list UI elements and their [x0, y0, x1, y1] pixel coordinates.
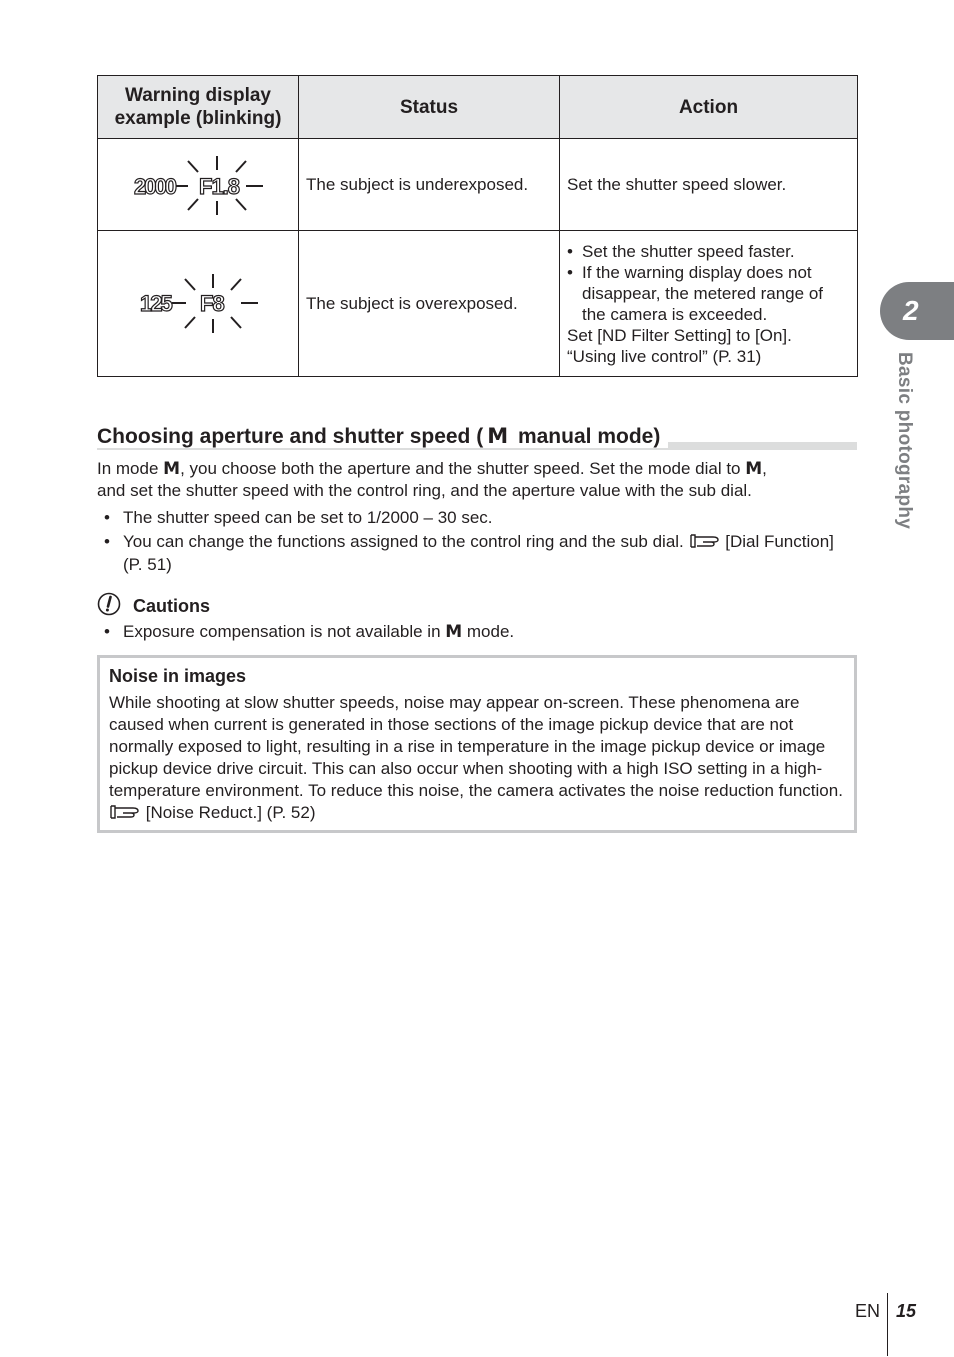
- warning-display-cell: [98, 231, 299, 377]
- table-row: [98, 139, 858, 231]
- action-continuation: Set [ND Filter Setting] to [On].: [567, 325, 792, 345]
- header-status: Status: [299, 76, 560, 139]
- reference-hand-icon: [109, 803, 141, 820]
- status-cell: The subject is overexposed.: [299, 231, 560, 377]
- cautions-list: [97, 620, 837, 645]
- action-list: [567, 241, 850, 325]
- manual-mode-icon: M: [445, 622, 463, 642]
- footer-language: EN: [855, 1301, 881, 1321]
- warning-display-graphic-underexposed: [98, 139, 298, 225]
- chapter-number: 2: [903, 295, 919, 326]
- reference-hand-icon: [689, 532, 721, 549]
- header-warning-display: Warning display example (blinking): [98, 76, 299, 139]
- warning-display-graphic-overexposed: [98, 231, 298, 371]
- status-cell: The subject is underexposed.: [299, 139, 560, 231]
- action-cell: Set the shutter speed slower.: [560, 139, 858, 231]
- aperture-readout: F1.8: [199, 174, 240, 199]
- caution-icon: [97, 592, 121, 616]
- list-item: • Set the shutter speed faster.: [567, 241, 850, 262]
- action-cell: [560, 231, 858, 377]
- noise-box-title: Noise in images: [109, 666, 247, 686]
- section-heading: Choosing aperture and shutter speed ( M manual mode): [97, 423, 857, 450]
- footer-divider: [887, 1293, 888, 1356]
- list-item: • The shutter speed can be set to 1/2000 – 30 sec.: [97, 506, 837, 529]
- noise-box-body: While shooting at slow shutter speeds, noise may appear on-screen. These phenomena are caused when current is generated in those sections of the image pickup device that are not normally exposed to light, resulting in a rise in temperature in the image pickup device or image pickup device drive circuit. This can also occur when shooting with a high ISO setting in a high-temperature environment. To reduce this noise, the camera activates the noise reduction function. [Noise Reduct.] (P. 52): [109, 693, 843, 822]
- noise-info-box: [97, 655, 857, 833]
- cautions-title: Cautions: [133, 596, 211, 616]
- warning-display-cell: [98, 139, 299, 231]
- shutter-readout: 2000: [134, 174, 175, 199]
- manual-mode-icon: M: [163, 459, 181, 479]
- table-row: [98, 231, 858, 377]
- warning-table: [97, 75, 858, 377]
- intro-paragraph: In mode M, you choose both the aperture and the shutter speed. Set the mode dial to M, and set the shutter speed with the control ring, and the aperture value with the sub dial.: [97, 459, 767, 500]
- shutter-readout: 125: [140, 291, 171, 316]
- chapter-label: Basic photography: [894, 352, 915, 530]
- list-item: • Exposure compensation is not available in M mode.: [97, 620, 837, 644]
- action-continuation: “Using live control” (P. 31): [567, 346, 762, 366]
- manual-mode-icon: M: [745, 459, 763, 479]
- section-bullets: [97, 506, 837, 577]
- page-number: 15: [896, 1301, 917, 1321]
- table-header-row: [98, 76, 858, 139]
- list-item: • You can change the functions assigned to the control ring and the sub dial. [Dial Function] (P. 51): [97, 530, 837, 576]
- aperture-readout: F8: [200, 291, 224, 316]
- list-item: • If the warning display does not disappear, the metered range of the camera is exceeded.: [567, 262, 850, 325]
- manual-mode-icon: M: [487, 424, 512, 448]
- header-action: Action: [560, 76, 858, 139]
